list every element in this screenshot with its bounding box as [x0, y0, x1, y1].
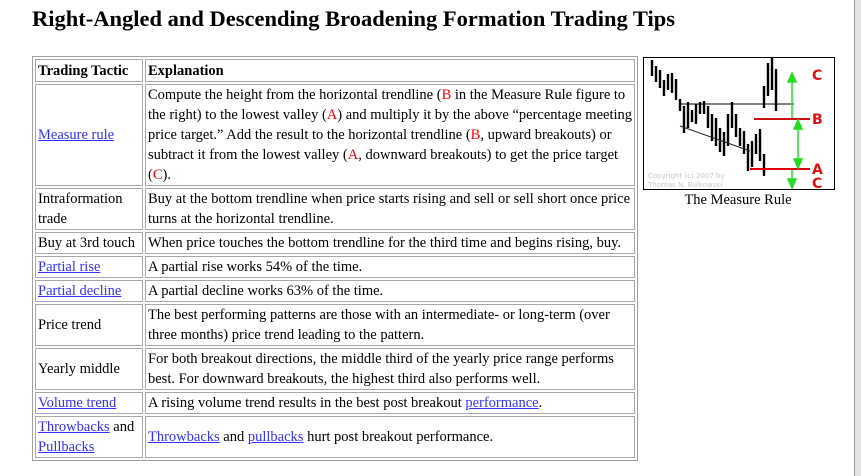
- text: , downward breakouts) to get the price target (: [148, 147, 619, 183]
- label-c: C: [152, 167, 163, 183]
- tactic-cell: [35, 256, 143, 278]
- text: Compute the height from the horizontal trendline (: [148, 87, 442, 103]
- table-row: [35, 232, 635, 254]
- table-row: [35, 416, 635, 458]
- copyright-line-2: Thomas N. Bulkowski: [648, 181, 723, 189]
- price-bars: [652, 58, 776, 176]
- tactic-cell: Price trend: [35, 304, 143, 346]
- table-row: [35, 304, 635, 346]
- tactic-cell: [35, 392, 143, 414]
- header-explanation: Explanation: [145, 59, 635, 82]
- label-a: A: [812, 162, 823, 178]
- measure-rule-figure: [643, 57, 835, 190]
- text: in the Measure Rule figure to the right) to the lowest valley (: [148, 87, 626, 123]
- header-trading-tactic: Trading Tactic: [35, 59, 143, 82]
- label-c-bottom: C: [812, 176, 823, 189]
- partial-rise-link[interactable]: Partial rise: [38, 259, 101, 275]
- figure-caption: The Measure Rule: [684, 192, 792, 208]
- tactic-cell: [35, 84, 143, 186]
- text: ) and multiply it by the above “percentage meeting price target.” Add the result to the horizontal trendline (: [148, 107, 633, 143]
- table-row: [35, 84, 635, 186]
- explanation-cell: The best performing patterns are those with an intermediate- or long-term (over three months) price trend leading to the pattern.: [145, 304, 635, 346]
- volume-trend-link[interactable]: Volume trend: [38, 395, 117, 411]
- pullbacks-link[interactable]: pullbacks: [247, 429, 304, 445]
- text: hurt post breakout performance.: [303, 429, 494, 445]
- measure-arrows: [788, 73, 802, 188]
- label-a: A: [347, 147, 359, 163]
- label-a: A: [326, 107, 338, 123]
- throwbacks-link[interactable]: Throwbacks: [38, 419, 110, 435]
- explanation-cell: Buy at the bottom trendline when price starts rising and sell or sell short once price turns at the horizontal trendline.: [145, 188, 635, 230]
- measure-rule-chart: [644, 58, 834, 189]
- explanation-cell: [145, 392, 635, 414]
- label-c-top: C: [812, 68, 823, 84]
- text: and: [219, 429, 248, 445]
- tactic-cell: [35, 416, 143, 458]
- table-row: [35, 256, 635, 278]
- table-row: [35, 280, 635, 302]
- table-header-row: [35, 59, 635, 82]
- explanation-cell: For both breakout directions, the middle third of the yearly price range performs best. For downward breakouts, the highest third also performs well.: [145, 348, 635, 390]
- label-b: B: [812, 112, 823, 128]
- table-row: [35, 348, 635, 390]
- label-b: B: [470, 127, 481, 143]
- text: ).: [162, 167, 171, 183]
- tactic-cell: [35, 280, 143, 302]
- trading-tips-table: [32, 56, 638, 461]
- text: and: [109, 419, 135, 435]
- explanation-cell: [145, 84, 635, 186]
- table-row: [35, 188, 635, 230]
- explanation-cell: A partial decline works 63% of the time.: [145, 280, 635, 302]
- explanation-cell: A partial rise works 54% of the time.: [145, 256, 635, 278]
- tactic-cell: Buy at 3rd touch: [35, 232, 143, 254]
- window-edge: [854, 0, 861, 476]
- measure-rule-link[interactable]: Measure rule: [38, 127, 115, 143]
- label-b: B: [441, 87, 452, 103]
- copyright-line-1: Copyright (c) 2007 by: [648, 172, 725, 180]
- throwbacks-link[interactable]: Throwbacks: [148, 429, 220, 445]
- text: A rising volume trend results in the best post breakout: [148, 395, 466, 411]
- text: , upward breakouts) or subtract it from the lowest valley (: [148, 127, 612, 163]
- tactic-cell: Yearly middle: [35, 348, 143, 390]
- partial-decline-link[interactable]: Partial decline: [38, 283, 122, 299]
- explanation-cell: When price touches the bottom trendline for the third time and begins rising, buy.: [145, 232, 635, 254]
- page-title: Right-Angled and Descending Broadening Formation Trading Tips: [32, 6, 676, 31]
- tactic-cell: Intraformation trade: [35, 188, 143, 230]
- table-row: [35, 392, 635, 414]
- pullbacks-link[interactable]: Pullbacks: [38, 439, 95, 455]
- explanation-cell: [145, 416, 635, 458]
- text: .: [538, 395, 543, 411]
- performance-link[interactable]: performance: [465, 395, 539, 411]
